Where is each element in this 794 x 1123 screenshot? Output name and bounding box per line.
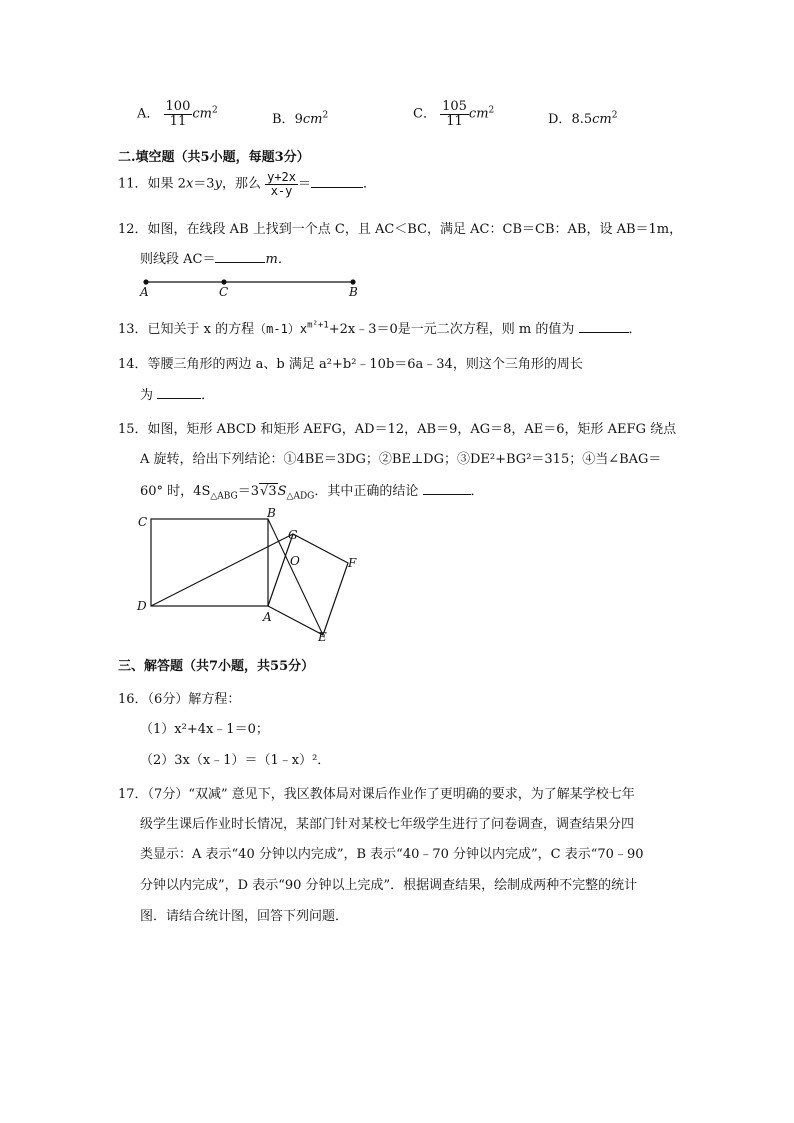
q11	[118, 171, 376, 197]
rect-aefg	[268, 534, 348, 635]
q15-text3b: ＝3	[237, 484, 260, 499]
q16-head	[118, 688, 240, 707]
q13-answer-blank[interactable]	[579, 332, 629, 333]
rectangle-figure	[130, 505, 370, 645]
q17-number: 17．	[118, 787, 148, 802]
option-c-den: 11	[446, 113, 463, 129]
q12-text2b: m．	[265, 252, 291, 267]
q11-answer-blank[interactable]	[311, 187, 363, 188]
option-d	[548, 108, 617, 127]
option-a-unit: cm	[192, 106, 212, 122]
option-d-value: 8.5	[571, 112, 593, 127]
q15-text1: 如图，矩形 ABCD 和矩形 AEFG，AD＝12，AB＝9，AG＝8，AE＝6，矩形 AEFG 绕点	[147, 422, 677, 437]
section2-title: 二.填空题（共5小题，每题3分）	[118, 150, 310, 165]
option-a	[137, 100, 218, 128]
q15-line2: A 旋转，给出下列结论：①4BE＝3DG；②BE⊥DG；③DE²+BG²＝315；④当∠BAG＝	[140, 452, 662, 467]
q17-line2: 级学生课后作业时长情况，某部门针对某校七年级学生进行了问卷调查，调查结果分四	[140, 817, 635, 832]
q14-text1: 等腰三角形的两边 a、b 满足 a²+b²﹣10b＝6a﹣34，则这个三角形的周长	[147, 357, 583, 372]
label-a: A	[263, 610, 272, 624]
label-c: C	[219, 285, 229, 299]
option-c-num: 105	[442, 99, 467, 114]
option-d-label: D．	[548, 112, 572, 127]
q11-mid: ，那么	[221, 176, 261, 192]
option-d-exp: 2	[611, 110, 618, 121]
q13-end: ．	[628, 322, 642, 337]
q16-part1: （1）x²+4x﹣1＝0；	[140, 722, 269, 737]
q13-exponent: m²+1	[307, 320, 329, 331]
q12-line1	[118, 218, 682, 237]
q13-paren: （m-1）x	[254, 322, 308, 336]
label-b: B	[267, 506, 276, 520]
q12-line2	[140, 248, 291, 267]
option-b-label: B．	[272, 112, 295, 127]
q12-text1: 如图，在线段 AB 上找到一个点 C，且 AC＜BC，满足 AC：CB＝CB：AB，设 AB＝1m，	[147, 222, 683, 237]
q11-pre: 如果 2	[147, 176, 186, 192]
q13-pre: 已知关于 x 的方程	[147, 322, 255, 337]
q16-number: 16．	[118, 692, 148, 707]
rect-abcd	[151, 519, 268, 606]
label-c: C	[138, 515, 148, 529]
label-o: O	[290, 554, 300, 568]
option-a-num: 100	[165, 99, 191, 114]
option-c-label: C．	[413, 106, 436, 122]
label-g: G	[288, 528, 298, 542]
label-b: B	[349, 285, 358, 299]
q15-sqrt-value: 3	[268, 484, 277, 499]
q13-post: +2x﹣3＝0是一元二次方程，则 m 的值为	[328, 322, 575, 337]
q15-line3	[140, 480, 484, 502]
q15-number: 15．	[118, 422, 148, 437]
q17-line5: 图．请结合统计图，回答下列问题．	[140, 909, 349, 924]
q15-text3a: 60° 时，4S	[140, 484, 211, 499]
q15-s: S	[277, 484, 287, 499]
q15-answer-blank[interactable]	[423, 494, 471, 495]
option-b-exp: 2	[322, 110, 329, 121]
q13	[118, 318, 642, 337]
q15-sqrt: √3	[260, 484, 277, 499]
point-b	[350, 279, 355, 284]
q14-number: 14．	[118, 357, 148, 372]
option-c-unit: cm	[468, 106, 489, 122]
q11-y: y	[214, 176, 222, 192]
q11-end: ．	[363, 176, 377, 192]
q11-number: 11．	[118, 176, 148, 192]
q11-fraction	[265, 171, 298, 197]
option-a-den: 11	[169, 113, 187, 129]
q11-post: ＝	[298, 176, 312, 192]
segment-figure	[135, 274, 375, 300]
option-b-unit: cm	[302, 112, 323, 127]
q15-line1	[118, 418, 676, 437]
q12-answer-blank[interactable]	[215, 262, 265, 263]
q15-sub1: △ABG	[210, 491, 238, 502]
q17-text1: （7分）“双减” 意见下，我区教体局对课后作业作了更明确的要求，为了解某学校七年	[147, 787, 635, 802]
q11-fraction-num: y+2x	[267, 170, 296, 184]
label-e: E	[318, 630, 327, 644]
q17-line4: 分钟以内完成”，D 表示“90 分钟以上完成”．根据调查结果，绘制成两种不完整的统计	[140, 878, 638, 893]
q14-answer-blank[interactable]	[157, 398, 201, 399]
option-c-fraction	[440, 100, 469, 128]
q15-text3c: ．其中正确的结论	[314, 484, 419, 499]
option-c-exp: 2	[488, 105, 495, 116]
q16-text: （6分）解方程：	[147, 692, 241, 707]
q15-end: ．	[470, 484, 484, 499]
q12-text2a: 则线段 AC＝	[140, 252, 216, 267]
option-a-label: A．	[137, 106, 160, 122]
q14-line1	[118, 353, 583, 372]
q11-fraction-den: x-y	[270, 183, 293, 198]
q11-x: x	[185, 176, 194, 192]
option-c	[413, 100, 494, 128]
section3-title: 三、解答题（共7小题，共55分）	[118, 659, 315, 674]
label-f: F	[348, 556, 357, 570]
q12-number: 12．	[118, 222, 148, 237]
option-b	[272, 108, 328, 127]
option-a-exp: 2	[211, 105, 218, 116]
option-a-fraction	[164, 100, 193, 128]
label-a: A	[140, 285, 149, 299]
point-c	[221, 279, 226, 284]
q14-line2	[140, 384, 214, 403]
q16-part2: （2）3x（x﹣1）＝（1﹣x）²．	[140, 753, 331, 768]
q17-line1	[118, 783, 635, 802]
q17-line3: 类显示：A 表示“40 分钟以内完成”，B 表示“40﹣70 分钟以内完成”，C 表示“70﹣90	[140, 847, 644, 862]
q14-end: ．	[201, 388, 215, 403]
option-b-value: 9	[294, 112, 303, 127]
option-d-unit: cm	[592, 112, 612, 127]
q13-number: 13．	[118, 322, 148, 337]
q15-sub2: △ADG	[286, 491, 315, 502]
q14-text2: 为	[140, 388, 154, 403]
q11-eq: ＝3	[193, 176, 215, 192]
point-a	[143, 279, 148, 284]
label-d: D	[137, 599, 147, 613]
